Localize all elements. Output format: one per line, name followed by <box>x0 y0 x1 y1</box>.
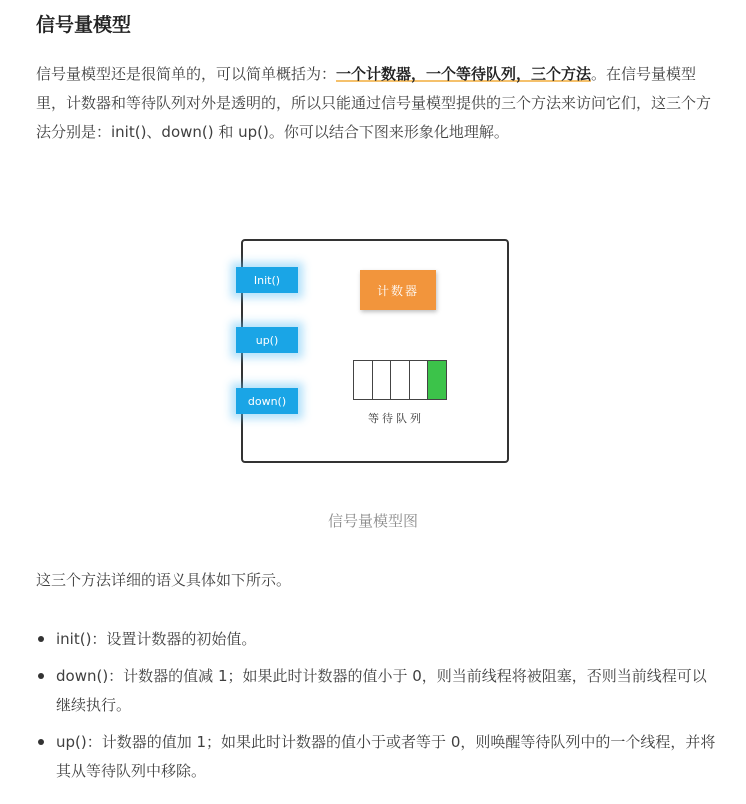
queue-slot <box>427 360 447 400</box>
list-item-up <box>36 728 721 786</box>
methods-list <box>36 625 721 794</box>
counter-box: 计数器 <box>360 270 436 310</box>
queue-slot <box>372 360 392 400</box>
bullet-icon <box>38 739 44 745</box>
method-init: Init() <box>236 267 298 293</box>
methods-intro: 这三个方法详细的语义具体如下所示。 <box>36 571 292 589</box>
intro-text-before: 信号量模型还是很简单的，可以简单概括为： <box>36 65 337 83</box>
list-item-text: down()：计数器的值减 1；如果此时计数器的值小于 0，则当前线程将被阻塞，否则当前线程可以继续执行。 <box>56 667 707 714</box>
queue-slot <box>390 360 410 400</box>
queue-slot <box>353 360 373 400</box>
wait-queue <box>353 360 447 400</box>
list-item-text: up()：计数器的值加 1；如果此时计数器的值小于或者等于 0，则唤醒等待队列中的一个线程，并将其从等待队列中移除。 <box>56 733 716 780</box>
method-down: down() <box>236 388 298 414</box>
list-item-down <box>36 662 721 720</box>
intro-text-after: 。在信号量模型里，计数器和等待队列对外是透明的，所以只能通过信号量模型提供的三个方法来访问它们，这三个方法分别是：init()、down() 和 up()。你可以结合下图来形象化地理解。 <box>36 65 712 141</box>
section-heading: 信号量模型 <box>36 14 132 36</box>
method-up: up() <box>236 327 298 353</box>
intro-paragraph <box>36 60 721 147</box>
list-item-init <box>36 625 721 654</box>
queue-slot <box>409 360 429 400</box>
wait-queue-label: 等待队列 <box>368 412 424 425</box>
list-item-text: init()：设置计数器的初始值。 <box>56 630 257 648</box>
bullet-icon <box>38 673 44 679</box>
bullet-icon <box>38 636 44 642</box>
intro-highlight: 一个计数器，一个等待队列，三个方法 <box>336 65 592 83</box>
figure-caption: 信号量模型图 <box>327 512 418 530</box>
